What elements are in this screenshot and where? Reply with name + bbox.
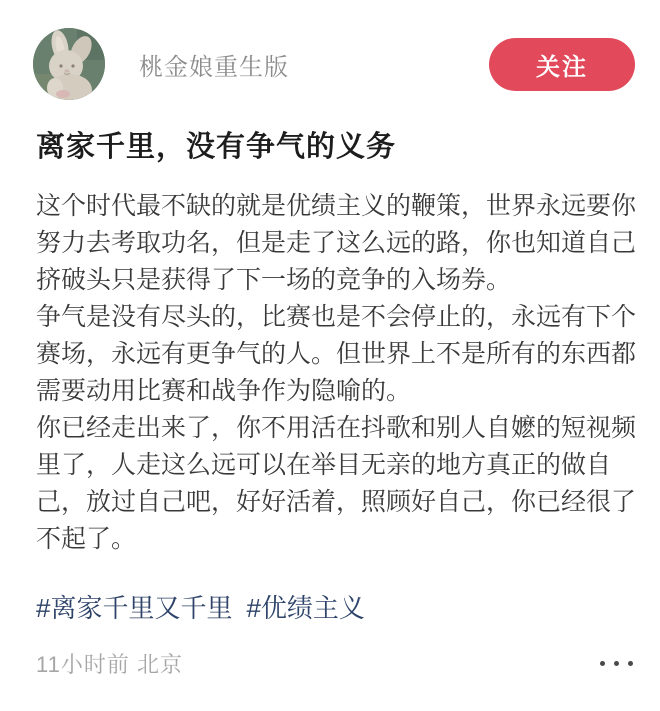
hashtag-link[interactable]: #优绩主义 — [246, 593, 365, 623]
body-line: 挤破头只是获得了下一场的竞争的入场券。 — [36, 266, 512, 294]
body-line: 里了，人走这么远可以在举目无亲的地方真正的做自 — [36, 451, 612, 479]
hashtag-row — [36, 592, 379, 624]
post-header — [33, 28, 635, 100]
body-line: 争气是没有尽头的，比赛也是不会停止的，永远有下个 — [36, 303, 637, 331]
body-line: 你已经走出来了，你不用活在抖歌和别人自嬷的短视频 — [36, 414, 637, 442]
plush-bunny-avatar-icon — [33, 28, 105, 100]
body-line: 这个时代最不缺的就是优绩主义的鞭策，世界永远要你 — [36, 192, 637, 220]
post-body — [36, 188, 636, 558]
post-title: 离家千里，没有争气的义务 — [36, 131, 397, 163]
user-avatar[interactable] — [33, 28, 105, 100]
post-footer — [36, 648, 635, 678]
body-line: 赛场，永远有更争气的人。但世界上不是所有的东西都 — [36, 340, 637, 368]
body-line: 需要动用比赛和战争作为隐喻的。 — [36, 377, 412, 405]
body-line: 己，放过自己吧，好好活着，照顾好自己，你已经很了 — [36, 488, 637, 516]
body-line: 不起了。 — [36, 525, 137, 553]
timestamp-location: 11小时前 北京 — [36, 651, 183, 677]
follow-button[interactable]: 关注 — [489, 38, 635, 91]
body-line: 努力去考取功名，但是走了这么远的路，你也知道自己 — [36, 229, 637, 257]
more-ellipsis-icon[interactable] — [598, 655, 635, 672]
hashtag-link[interactable]: #离家千里又千里 — [36, 593, 233, 623]
username[interactable]: 桃金娘重生版 — [139, 53, 289, 81]
